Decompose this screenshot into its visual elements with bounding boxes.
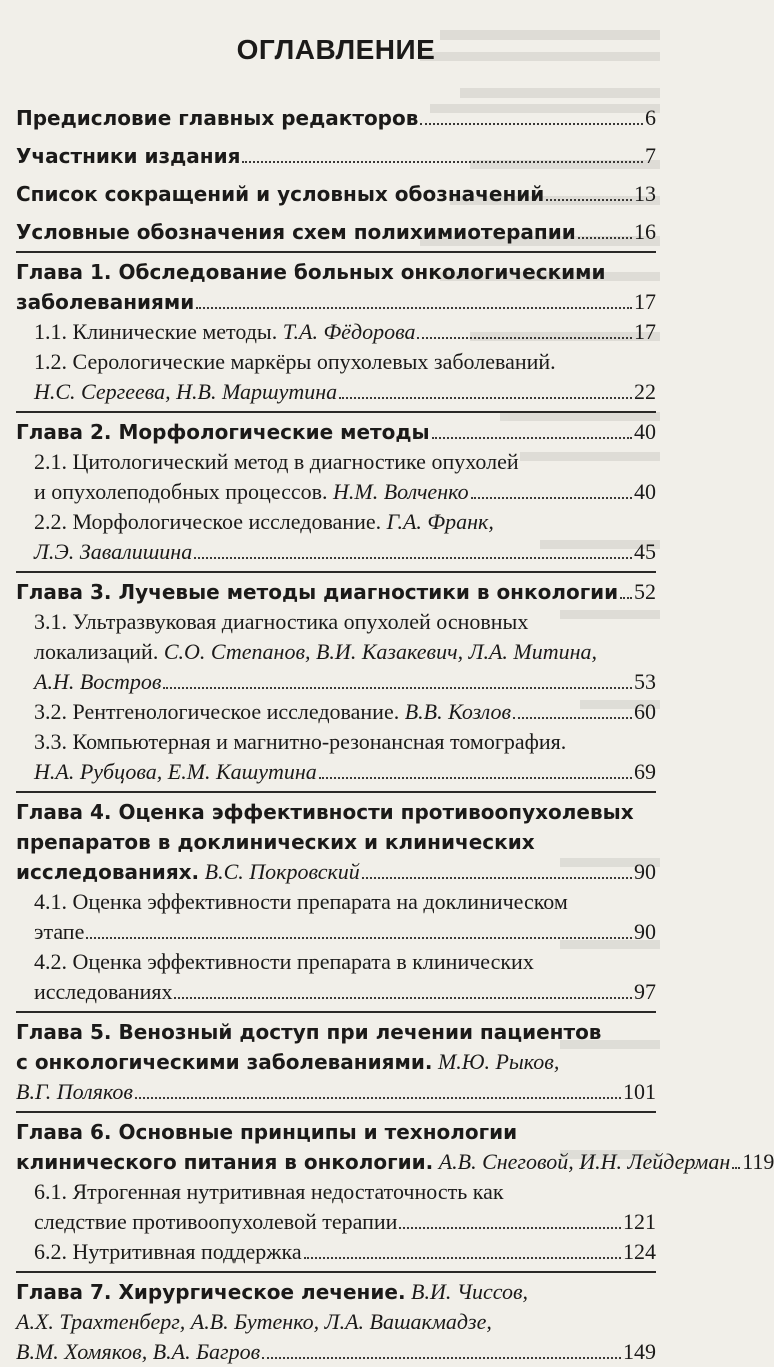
page-number: 17	[634, 319, 656, 344]
section-title: 3.3. Компьютерная и магнитно-резонансная томография.	[34, 729, 567, 754]
dot-leader	[546, 181, 632, 201]
toc-entry-chapter[interactable]	[16, 1147, 774, 1177]
chapter-authors: А.Х. Трахтенберг, А.В. Бутенко, Л.А. Вашакмадзе,	[16, 1309, 492, 1334]
chapter-title: Глава 4. Оценка эффективности противоопухолевых	[16, 800, 634, 824]
chapter-title: Глава 6. Основные принципы и технологии	[16, 1120, 518, 1144]
toc-entry-chapter-authors[interactable]	[16, 1077, 656, 1107]
dot-leader	[417, 319, 632, 339]
toc-entry-front-matter[interactable]	[16, 179, 656, 209]
dot-leader	[135, 1079, 621, 1099]
chapter-authors: В.С. Покровский	[204, 859, 360, 884]
toc-entry-section[interactable]	[34, 697, 656, 727]
toc-entry-section[interactable]	[34, 977, 656, 1007]
toc-entry-chapter[interactable]	[16, 857, 656, 887]
front-matter-title: Предисловие главных редакторов	[16, 106, 419, 130]
toc-entry-section-authors[interactable]	[34, 377, 656, 407]
page-number: 60	[634, 699, 656, 724]
dot-leader	[732, 1149, 740, 1169]
page-number: 90	[634, 919, 656, 944]
page-number: 45	[634, 539, 656, 564]
section-authors: Н.А. Рубцова, Е.М. Кашутина	[34, 759, 317, 784]
chapter-title: заболеваниями	[16, 290, 195, 314]
section-authors: Г.А. Франк,	[386, 509, 494, 534]
section-authors: В.В. Козлов	[404, 699, 512, 724]
page-number: 40	[634, 419, 656, 444]
dot-leader	[471, 479, 632, 499]
section-title: 6.2. Нутритивная поддержка	[34, 1239, 302, 1264]
toc-entry-chapter[interactable]	[16, 1277, 656, 1307]
chapter-title: клинического питания в онкологии.	[16, 1150, 434, 1174]
toc-entry-section-authors[interactable]	[34, 537, 656, 567]
front-matter-title: Участники издания	[16, 144, 241, 168]
page-number: 6	[645, 105, 656, 130]
page-number: 90	[634, 859, 656, 884]
section-title: 3.1. Ультразвуковая диагностика опухолей основных	[34, 609, 529, 634]
page-number: 121	[623, 1209, 656, 1234]
section-title: 4.1. Оценка эффективности препарата на доклиническом	[34, 889, 568, 914]
dot-leader	[196, 289, 632, 309]
section-divider	[16, 571, 656, 573]
dot-leader	[194, 539, 632, 559]
section-divider	[16, 411, 656, 413]
toc-entry-section[interactable]	[34, 1177, 656, 1207]
section-divider	[16, 1271, 656, 1273]
section-divider	[16, 1111, 656, 1113]
dot-leader	[174, 979, 632, 999]
toc-entry-section[interactable]	[34, 447, 656, 477]
section-title: этапе	[34, 919, 85, 944]
toc-entry-front-matter[interactable]	[16, 103, 656, 133]
toc-entry-front-matter[interactable]	[16, 217, 656, 247]
dot-leader	[362, 859, 632, 879]
chapter-authors: В.И. Чиссов,	[411, 1279, 529, 1304]
dot-leader	[578, 219, 632, 239]
dot-leader	[304, 1239, 621, 1259]
chapter-authors: А.В. Снеговой, И.Н. Лейдерман	[438, 1149, 731, 1174]
page-number: 69	[634, 759, 656, 784]
toc-entry-section[interactable]	[34, 917, 656, 947]
dot-leader	[339, 379, 632, 399]
toc-entry-section-authors[interactable]	[34, 757, 656, 787]
section-divider	[16, 251, 656, 253]
chapter-title: Глава 7. Хирургическое лечение.	[16, 1280, 406, 1304]
page-number: 7	[645, 143, 656, 168]
section-authors: Н.С. Сергеева, Н.В. Маршутина	[34, 379, 338, 404]
toc-entry-section[interactable]	[34, 607, 656, 637]
chapter-title: препаратов в доклинических и клинических	[16, 830, 535, 854]
section-title: 3.2. Рентгенологическое исследование.	[34, 699, 400, 724]
toc-entry-section[interactable]	[34, 887, 656, 917]
front-matter-title: Список сокращений и условных обозначений	[16, 182, 545, 206]
toc-entry-chapter-authors[interactable]	[16, 1307, 656, 1337]
section-authors: Н.М. Волченко	[333, 479, 469, 504]
front-matter-title: Условные обозначения схем полихимиотерапии	[16, 220, 576, 244]
toc-entry-front-matter[interactable]	[16, 141, 656, 171]
section-title: следствие противоопухолевой терапии	[34, 1209, 398, 1234]
dot-leader	[420, 105, 643, 125]
toc-entry-section[interactable]	[34, 477, 656, 507]
section-authors: Т.А. Фёдорова	[282, 319, 416, 344]
toc-entry-chapter[interactable]	[16, 287, 656, 317]
chapter-title: Глава 1. Обследование больных онкологическими	[16, 260, 606, 284]
page-number: 13	[634, 181, 656, 206]
page-number: 16	[634, 219, 656, 244]
page-number: 124	[623, 1239, 656, 1264]
page-number: 53	[634, 669, 656, 694]
toc-entry-chapter-authors[interactable]	[16, 1337, 656, 1367]
page-number: 101	[623, 1079, 656, 1104]
page-number: 149	[623, 1339, 656, 1364]
page-number: 22	[634, 379, 656, 404]
dot-leader	[242, 143, 643, 163]
toc-entry-chapter[interactable]	[16, 257, 656, 287]
dot-leader	[432, 419, 632, 439]
page-number: 119	[742, 1149, 774, 1174]
section-divider	[16, 791, 656, 793]
dot-leader	[319, 759, 632, 779]
chapter-authors: В.М. Хомяков, В.А. Багров	[16, 1339, 261, 1364]
dot-leader	[399, 1209, 621, 1229]
dot-leader	[262, 1339, 621, 1359]
chapter-title: с онкологическими заболеваниями.	[16, 1050, 433, 1074]
section-title: локализаций.	[34, 639, 159, 664]
toc-page	[16, 0, 774, 1364]
toc-entry-chapter[interactable]	[16, 1047, 656, 1077]
chapter-authors: М.Ю. Рыков,	[437, 1049, 560, 1074]
chapter-title: Глава 3. Лучевые методы диагностики в онкологии	[16, 580, 619, 604]
section-title: 2.2. Морфологическое исследование.	[34, 509, 382, 534]
toc-entry-chapter[interactable]	[16, 797, 656, 827]
dot-leader	[513, 699, 632, 719]
toc-entry-section[interactable]	[34, 347, 656, 377]
toc-entry-chapter[interactable]	[16, 1017, 656, 1047]
section-authors: Л.Э. Завалишина	[34, 539, 193, 564]
page-title: ОГЛАВЛЕНИЕ	[236, 34, 436, 65]
toc-entry-chapter[interactable]	[16, 577, 656, 607]
section-authors: С.О. Степанов, В.И. Казакевич, Л.А. Митина,	[163, 639, 598, 664]
toc-entry-section[interactable]	[34, 947, 656, 977]
section-title: исследованиях	[34, 979, 173, 1004]
toc-entry-chapter[interactable]	[16, 417, 656, 447]
dot-leader	[86, 919, 632, 939]
section-title: 2.1. Цитологический метод в диагностике опухолей	[34, 449, 519, 474]
toc-entry-section-authors[interactable]	[34, 667, 656, 697]
section-authors: А.Н. Востров	[34, 669, 162, 694]
page-number: 40	[634, 479, 656, 504]
toc-entry-chapter[interactable]	[16, 827, 656, 857]
section-title: 6.1. Ятрогенная нутритивная недостаточность как	[34, 1179, 504, 1204]
dot-leader	[620, 579, 632, 599]
toc-entry-section[interactable]	[34, 1207, 656, 1237]
section-divider	[16, 1011, 656, 1013]
toc-entry-section[interactable]	[34, 637, 656, 667]
toc-entry-section[interactable]	[34, 507, 656, 537]
toc-entry-section[interactable]	[34, 1237, 656, 1267]
section-title: 1.2. Серологические маркёры опухолевых заболеваний.	[34, 349, 556, 374]
chapter-authors: В.Г. Поляков	[16, 1079, 133, 1104]
chapter-title: Глава 2. Морфологические методы	[16, 420, 430, 444]
section-title: 4.2. Оценка эффективности препарата в клинических	[34, 949, 534, 974]
toc-entry-chapter[interactable]	[16, 1117, 656, 1147]
chapter-title: Глава 5. Венозный доступ при лечении пациентов	[16, 1020, 602, 1044]
section-title: и опухолеподобных процессов.	[34, 479, 328, 504]
chapter-title: исследованиях.	[16, 860, 200, 884]
toc-entry-section[interactable]	[34, 727, 656, 757]
dot-leader	[163, 669, 632, 689]
page-number: 52	[634, 579, 656, 604]
page-number: 97	[634, 979, 656, 1004]
section-title: 1.1. Клинические методы.	[34, 319, 278, 344]
toc-entry-section[interactable]	[34, 317, 656, 347]
page-number: 17	[634, 289, 656, 314]
